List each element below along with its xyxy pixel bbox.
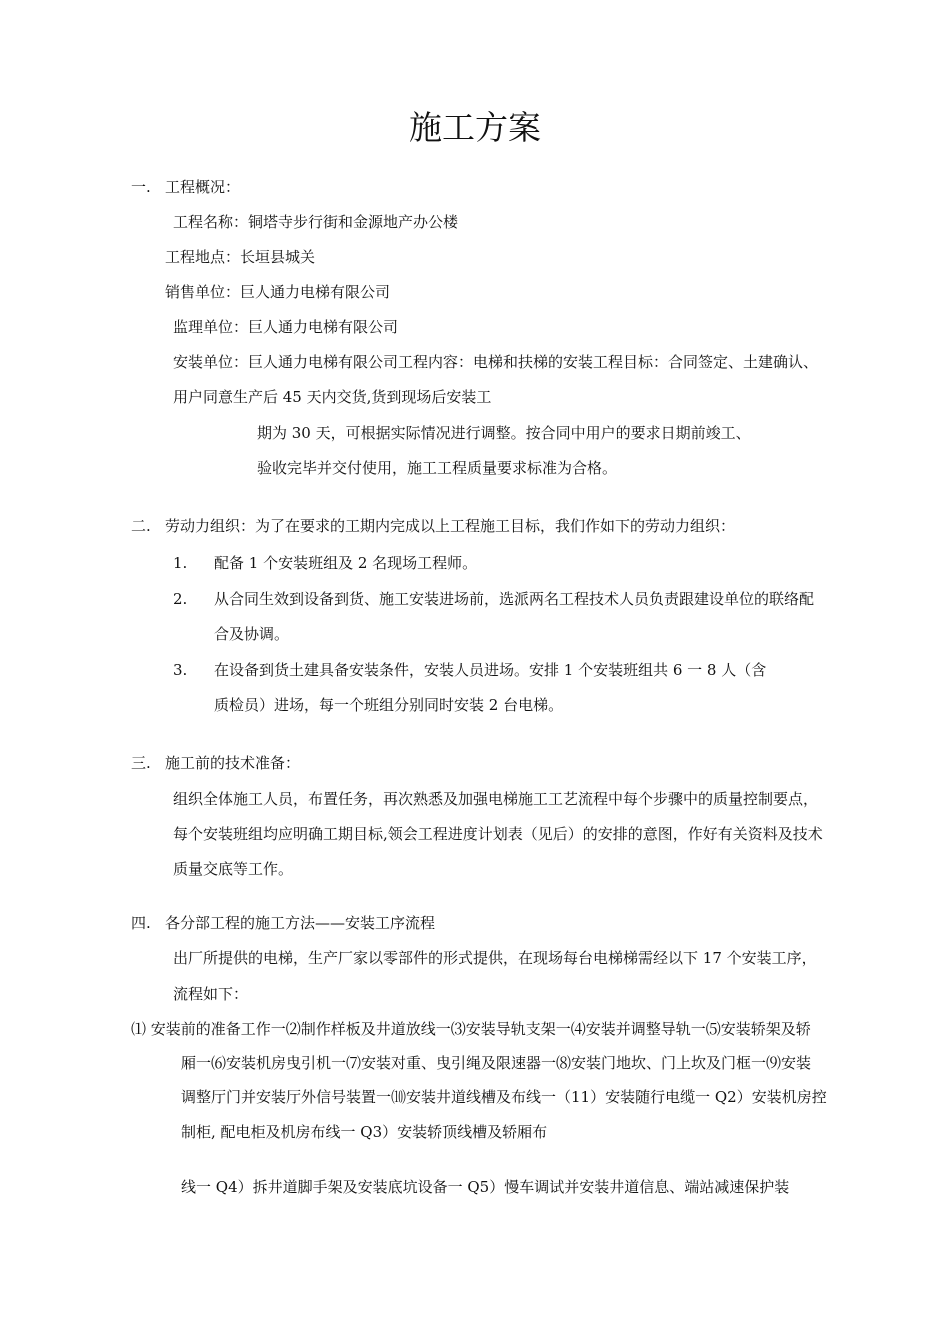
section-1-heading: 工程概况：: [165, 178, 241, 196]
sales-unit: 销售单位：巨人通力电梯有限公司: [165, 283, 391, 301]
page-title: 施工方案: [409, 108, 541, 147]
list-item-text: 配备 1 个安装班组及 2 名现场工程师。: [214, 554, 478, 572]
project-name: 工程名称：铜塔寺步行街和金源地产办公楼: [173, 213, 459, 231]
list-item-number: 1.: [173, 554, 188, 572]
section-4-intro-line-1: 出厂所提供的电梯，生产厂家以零部件的形式提供，在现场每台电梯梯需经以下 17 个安装工序，: [173, 949, 817, 967]
section-3-paragraph-line-1: 组织全体施工人员，布置任务，再次熟悉及加强电梯施工工艺流程中每个步骤中的质量控制要点，: [173, 790, 819, 808]
list-item-number: 3.: [173, 661, 188, 679]
section-4-heading: 各分部工程的施工方法——安装工序流程: [165, 914, 436, 932]
process-flow-line-5: 线一 Q4）拆井道脚手架及安装底坑设备一 Q5）慢车调试并安装井道信息、端站减速保护装: [181, 1178, 790, 1196]
process-flow-line-1: ⑴ 安装前的准备工作一⑵制作样板及井道放线一⑶安装导轨支架一⑷安装并调整导轨一⑸安装轿架及轿: [131, 1020, 811, 1038]
section-4-intro-line-2: 流程如下：: [173, 985, 249, 1003]
section-3-number: 三.: [131, 754, 151, 772]
list-item-text-continued: 质检员）进场，每一个班组分别同时安装 2 台电梯。: [214, 696, 564, 714]
process-flow-line-4: 制柜, 配电柜及机房布线一 Q3）安装轿顶线槽及轿厢布: [181, 1123, 548, 1141]
section-4-number: 四.: [131, 914, 151, 932]
section-3-paragraph-line-2: 每个安装班组均应明确工期目标,领会工程进度计划表（见后）的安排的意图，作好有关资料及技术: [173, 825, 823, 843]
process-flow-line-3: 调整厅门并安装厅外信号装置一⑽安装井道线槽及布线一（11）安装随行电缆一 Q2）安装机房控: [181, 1088, 827, 1106]
list-item-number: 2.: [173, 590, 188, 608]
project-location: 工程地点：长垣县城关: [165, 248, 316, 266]
list-item-text: 在设备到货土建具备安装条件，安装人员进场。安排 1 个安装班组共 6 一 8 人（含: [214, 661, 767, 679]
install-unit-line-3: 期为 30 天，可根据实际情况进行调整。按合同中用户的要求日期前竣工、: [257, 424, 751, 442]
section-2-number: 二.: [131, 517, 151, 535]
install-unit-line-1: 安装单位：巨人通力电梯有限公司工程内容：电梯和扶梯的安装工程目标：合同签定、土建确认、: [173, 353, 819, 371]
section-1-number: 一.: [131, 178, 151, 196]
list-item-text: 从合同生效到设备到货、施工安装进场前，选派两名工程技术人员负责跟建设单位的联络配: [214, 590, 815, 608]
supervisor-unit: 监理单位：巨人通力电梯有限公司: [173, 318, 399, 336]
install-unit-line-2: 用户同意生产后 45 天内交货,货到现场后安装工: [173, 388, 492, 406]
section-3-paragraph-line-3: 质量交底等工作。: [173, 860, 294, 878]
process-flow-line-2: 厢一⑹安装机房曳引机一⑺安装对重、曳引绳及限速器一⑻安装门地坎、门上坎及门框一⑼安装: [181, 1054, 812, 1072]
section-3-heading: 施工前的技术准备：: [165, 754, 301, 772]
install-unit-line-4: 验收完毕并交付使用，施工工程质量要求标准为合格。: [257, 459, 618, 477]
section-2-heading: 劳动力组织：为了在要求的工期内完成以上工程施工目标，我们作如下的劳动力组织：: [165, 517, 736, 535]
list-item-text-continued: 合及协调。: [214, 625, 290, 643]
